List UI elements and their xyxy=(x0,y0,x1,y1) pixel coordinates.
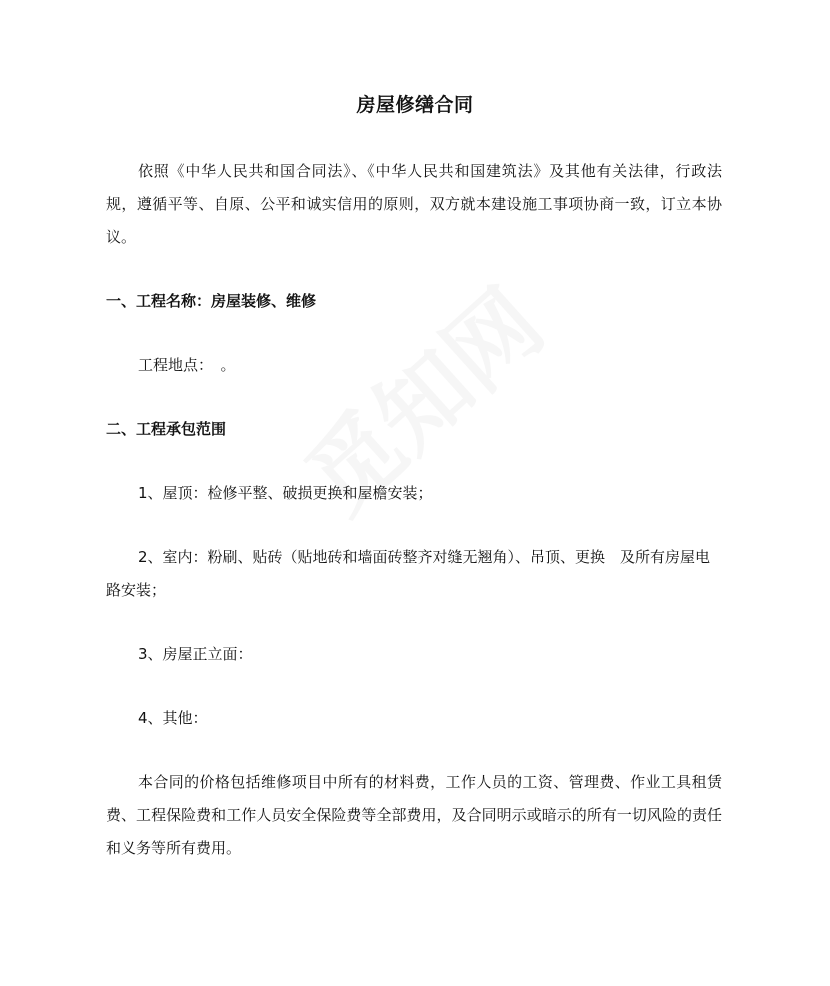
scope-item-roof: 1、屋顶：检修平整、破损更换和屋檐安装； xyxy=(138,484,433,502)
project-location: 工程地点： 。 xyxy=(138,356,236,374)
scope-item-facade: 3、房屋正立面： xyxy=(138,645,253,663)
section-2-heading: 二、工程承包范围 xyxy=(106,420,227,438)
document-title: 房屋修缮合同 xyxy=(356,94,474,116)
intro-paragraph: 依照《中华人民共和国合同法》、《中华人民共和国建筑法》及其他有关法律，行政法规，遵循平等、自原、公平和诚实信用的原则，双方就本建设施工事项协商一致，订立本协议。 xyxy=(106,162,722,246)
scope-item-other: 4、其他： xyxy=(138,709,208,727)
scope-item-interior: 2、室内：粉刷、贴砖（贴地砖和墙面砖整齐对缝无翘角）、吊顶、更换 及所有房屋电路安装； xyxy=(106,548,711,599)
section-1-heading: 一、工程名称：房屋装修、维修 xyxy=(106,292,317,310)
document-body xyxy=(106,155,722,865)
price-clause-paragraph: 本合同的价格包括维修项目中所有的材料费，工作人员的工资、管理费、作业工具租赁费、工程保险费和工作人员安全保险费等全部费用，及合同明示或暗示的所有一切风险的责任和义务等所有费用。 xyxy=(106,773,722,857)
